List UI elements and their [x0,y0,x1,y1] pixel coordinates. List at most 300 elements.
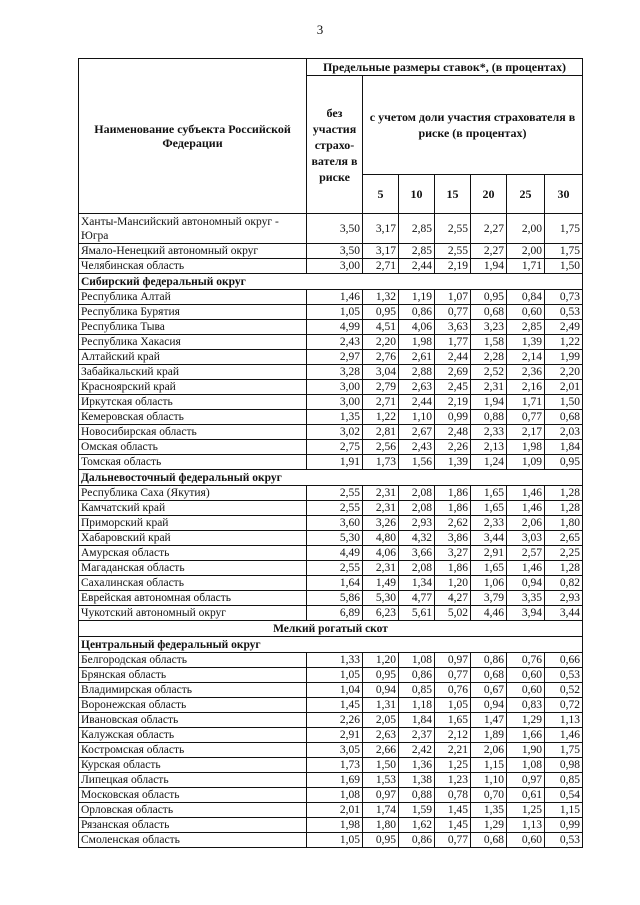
table-row [79,440,583,455]
rate-value-cell: 1,10 [471,773,507,788]
rate-value-cell: 2,01 [545,380,583,395]
rate-value-cell: 2,31 [363,501,399,516]
rate-value-cell: 1,65 [471,561,507,576]
rate-value-cell: 4,51 [363,320,399,335]
rate-value-cell: 1,46 [507,561,545,576]
rate-value-cell: 1,53 [363,773,399,788]
district-header-row [79,470,583,486]
rate-value-cell: 1,33 [307,653,363,668]
rate-value-cell: 1,80 [363,818,399,833]
rate-value-cell: 0,98 [545,758,583,773]
rate-value-cell: 0,84 [507,290,545,305]
rate-value-cell: 0,95 [363,833,399,848]
region-name-cell: Забайкальский край [79,365,307,380]
rate-value-cell: 0,95 [363,305,399,320]
district-name: Центральный федеральный округ [79,637,583,653]
rate-value-cell: 4,32 [399,531,435,546]
rate-value-cell: 1,59 [399,803,435,818]
rate-value-cell: 1,15 [545,803,583,818]
rate-value-cell: 3,66 [399,546,435,561]
rate-value-cell: 0,52 [545,683,583,698]
rate-value-cell: 2,48 [435,425,471,440]
rate-value-cell: 4,46 [471,606,507,621]
table-row [79,653,583,668]
rate-value-cell: 3,50 [307,244,363,259]
rate-value-cell: 2,67 [399,425,435,440]
table-row [79,410,583,425]
rate-value-cell: 1,46 [507,501,545,516]
rate-value-cell: 3,63 [435,320,471,335]
rate-value-cell: 3,00 [307,380,363,395]
percent-column-header: 15 [435,175,471,214]
rate-value-cell: 4,77 [399,591,435,606]
rate-value-cell: 1,65 [435,713,471,728]
rate-value-cell: 2,08 [399,501,435,516]
percent-column-header: 20 [471,175,507,214]
table-row [79,259,583,274]
rate-value-cell: 1,39 [507,335,545,350]
rate-value-cell: 1,86 [435,561,471,576]
rate-value-cell: 3,00 [307,395,363,410]
rate-value-cell: 1,75 [545,743,583,758]
region-name-cell: Хабаровский край [79,531,307,546]
rate-value-cell: 1,84 [399,713,435,728]
table-row [79,290,583,305]
rate-value-cell: 2,44 [399,259,435,274]
page-number: 3 [316,22,324,37]
rate-value-cell: 1,46 [545,728,583,743]
region-name-cell: Приморский край [79,516,307,531]
rate-value-cell: 0,66 [545,653,583,668]
percent-column-header: 5 [363,175,399,214]
rate-value-cell: 1,94 [471,395,507,410]
rate-value-cell: 1,98 [507,440,545,455]
rate-value-cell: 2,26 [307,713,363,728]
rate-value-cell: 2,65 [545,531,583,546]
rate-value-cell: 2,71 [363,259,399,274]
rate-value-cell: 0,86 [471,653,507,668]
rate-value-cell: 1,65 [471,486,507,501]
rate-value-cell: 2,79 [363,380,399,395]
rate-value-cell: 1,65 [471,501,507,516]
table-row [79,591,583,606]
rate-value-cell: 0,60 [507,305,545,320]
rate-value-cell: 1,34 [399,576,435,591]
rate-value-cell: 0,94 [363,683,399,698]
rate-value-cell: 1,25 [435,758,471,773]
rate-value-cell: 1,10 [399,410,435,425]
rate-value-cell: 2,52 [471,365,507,380]
rate-value-cell: 1,04 [307,683,363,698]
region-name-cell: Ханты-Мансийский автономный округ - Югра [79,214,307,244]
rate-value-cell: 2,62 [435,516,471,531]
rate-value-cell: 2,55 [435,214,471,244]
rate-value-cell: 1,46 [307,290,363,305]
rate-value-cell: 1,50 [363,758,399,773]
rate-value-cell: 1,47 [471,713,507,728]
rate-value-cell: 3,27 [435,546,471,561]
rate-value-cell: 5,30 [307,531,363,546]
rate-value-cell: 0,78 [435,788,471,803]
table-row [79,818,583,833]
rate-value-cell: 0,86 [399,305,435,320]
region-name-cell: Калужская область [79,728,307,743]
rate-value-cell: 0,76 [435,683,471,698]
table-row [79,833,583,848]
region-name-cell: Республика Хакасия [79,335,307,350]
rate-value-cell: 0,68 [471,305,507,320]
rate-value-cell: 0,73 [545,290,583,305]
district-header-row [79,637,583,653]
rate-value-cell: 2,36 [507,365,545,380]
rate-value-cell: 4,06 [363,546,399,561]
table-row [79,683,583,698]
region-name-cell: Чукотский автономный округ [79,606,307,621]
rate-value-cell: 1,69 [307,773,363,788]
rate-value-cell: 1,19 [399,290,435,305]
rate-value-cell: 2,31 [363,561,399,576]
rate-value-cell: 2,85 [399,244,435,259]
rate-value-cell: 1,50 [545,395,583,410]
rate-value-cell: 1,80 [545,516,583,531]
rate-value-cell: 2,66 [363,743,399,758]
region-name-cell: Магаданская область [79,561,307,576]
rate-value-cell: 2,93 [399,516,435,531]
rate-value-cell: 5,02 [435,606,471,621]
rate-value-cell: 0,97 [507,773,545,788]
table-row [79,516,583,531]
region-name-cell: Челябинская область [79,259,307,274]
rate-value-cell: 0,97 [435,653,471,668]
rate-value-cell: 1,39 [435,455,471,470]
rate-value-cell: 3,94 [507,606,545,621]
region-name-cell: Республика Алтай [79,290,307,305]
percent-column-header: 10 [399,175,435,214]
rate-value-cell: 2,20 [545,365,583,380]
rate-value-cell: 4,99 [307,320,363,335]
rate-value-cell: 2,55 [435,244,471,259]
rate-value-cell: 3,35 [507,591,545,606]
region-name-cell: Сахалинская область [79,576,307,591]
rate-value-cell: 1,73 [363,455,399,470]
rate-value-cell: 1,08 [399,653,435,668]
rate-value-cell: 2,56 [363,440,399,455]
rate-value-cell: 2,33 [471,425,507,440]
rate-value-cell: 0,95 [545,455,583,470]
rate-value-cell: 6,89 [307,606,363,621]
rate-value-cell: 3,17 [363,244,399,259]
rate-value-cell: 1,58 [471,335,507,350]
rate-value-cell: 5,61 [399,606,435,621]
rate-value-cell: 1,46 [507,486,545,501]
rate-value-cell: 1,09 [507,455,545,470]
rate-value-cell: 2,93 [545,591,583,606]
region-name-cell: Владимирская область [79,683,307,698]
region-name-cell: Омская область [79,440,307,455]
rate-value-cell: 2,61 [399,350,435,365]
region-name-cell: Новосибирская область [79,425,307,440]
region-name-cell: Красноярский край [79,380,307,395]
rate-value-cell: 1,98 [307,818,363,833]
rate-value-cell: 0,85 [545,773,583,788]
rate-value-cell: 1,94 [471,259,507,274]
rate-value-cell: 0,53 [545,668,583,683]
rate-value-cell: 2,21 [435,743,471,758]
rate-value-cell: 1,28 [545,486,583,501]
rate-value-cell: 1,36 [399,758,435,773]
rate-value-cell: 0,54 [545,788,583,803]
rate-value-cell: 1,99 [545,350,583,365]
rate-value-cell: 2,06 [471,743,507,758]
rate-value-cell: 1,13 [507,818,545,833]
rate-value-cell: 2,91 [307,728,363,743]
rate-value-cell: 2,00 [507,214,545,244]
category-name: Мелкий рогатый скот [79,621,583,637]
rates-group-header: Предельные размеры ставок*, (в процентах) [307,59,583,76]
rate-value-cell: 3,02 [307,425,363,440]
rate-value-cell: 0,70 [471,788,507,803]
rate-value-cell: 2,55 [307,561,363,576]
rate-value-cell: 1,84 [545,440,583,455]
table-row [79,713,583,728]
rate-value-cell: 1,22 [545,335,583,350]
rate-value-cell: 1,05 [307,305,363,320]
rate-value-cell: 2,85 [399,214,435,244]
table-row [79,350,583,365]
rate-value-cell: 2,43 [307,335,363,350]
rate-value-cell: 2,69 [435,365,471,380]
region-name-cell: Республика Саха (Якутия) [79,486,307,501]
rate-value-cell: 1,28 [545,561,583,576]
region-name-cell: Иркутская область [79,395,307,410]
rate-value-cell: 1,62 [399,818,435,833]
rate-value-cell: 0,86 [399,833,435,848]
rate-value-cell: 0,77 [435,668,471,683]
rate-value-cell: 1,15 [471,758,507,773]
rate-value-cell: 3,44 [545,606,583,621]
rate-value-cell: 1,18 [399,698,435,713]
table-row [79,486,583,501]
rate-value-cell: 1,71 [507,395,545,410]
region-name-cell: Костромская область [79,743,307,758]
rate-value-cell: 3,28 [307,365,363,380]
table-row [79,320,583,335]
rate-value-cell: 1,77 [435,335,471,350]
rate-value-cell: 1,24 [471,455,507,470]
rate-value-cell: 0,99 [545,818,583,833]
rate-value-cell: 4,27 [435,591,471,606]
table-row [79,728,583,743]
rate-value-cell: 6,23 [363,606,399,621]
rate-value-cell: 0,72 [545,698,583,713]
rate-value-cell: 1,38 [399,773,435,788]
rate-value-cell: 1,29 [471,818,507,833]
rate-value-cell: 3,79 [471,591,507,606]
rate-value-cell: 2,85 [507,320,545,335]
rate-value-cell: 2,75 [307,440,363,455]
rate-value-cell: 4,49 [307,546,363,561]
livestock-category-row [79,621,583,637]
rate-value-cell: 2,31 [471,380,507,395]
region-name-cell: Амурская область [79,546,307,561]
rate-value-cell: 0,53 [545,833,583,848]
rate-value-cell: 0,94 [471,698,507,713]
rate-value-cell: 3,03 [507,531,545,546]
region-name-cell: Белгородская область [79,653,307,668]
region-name-cell: Смоленская область [79,833,307,848]
rate-value-cell: 0,88 [399,788,435,803]
rate-value-cell: 3,86 [435,531,471,546]
region-name-cell: Рязанская область [79,818,307,833]
rate-value-cell: 2,55 [307,486,363,501]
rate-value-cell: 0,95 [471,290,507,305]
rate-value-cell: 1,49 [363,576,399,591]
rate-value-cell: 1,90 [507,743,545,758]
table-row [79,561,583,576]
rate-value-cell: 0,86 [399,668,435,683]
rates-table [78,58,583,848]
rate-value-cell: 2,33 [471,516,507,531]
table-row [79,758,583,773]
rate-value-cell: 1,86 [435,486,471,501]
rate-value-cell: 4,80 [363,531,399,546]
table-row [79,214,583,244]
rate-value-cell: 0,77 [435,833,471,848]
rate-value-cell: 3,44 [471,531,507,546]
rate-value-cell: 3,17 [363,214,399,244]
table-row [79,305,583,320]
rate-value-cell: 0,97 [363,788,399,803]
district-name: Дальневосточный федеральный округ [79,470,583,486]
table-row [79,335,583,350]
region-name-cell: Московская область [79,788,307,803]
table-row [79,455,583,470]
region-name-cell: Алтайский край [79,350,307,365]
rate-value-cell: 0,60 [507,668,545,683]
region-name-cell: Кемеровская область [79,410,307,425]
rate-value-cell: 3,04 [363,365,399,380]
rate-value-cell: 1,45 [307,698,363,713]
rate-value-cell: 0,68 [471,833,507,848]
table-row [79,788,583,803]
rate-value-cell: 2,06 [507,516,545,531]
rate-value-cell: 3,00 [307,259,363,274]
rate-value-cell: 2,57 [507,546,545,561]
table-row [79,244,583,259]
table-row [79,698,583,713]
rate-value-cell: 0,88 [471,410,507,425]
rate-value-cell: 0,77 [507,410,545,425]
rate-value-cell: 2,63 [363,728,399,743]
region-name-cell: Ямало-Ненецкий автономный округ [79,244,307,259]
rate-value-cell: 2,49 [545,320,583,335]
region-name-cell: Камчатский край [79,501,307,516]
rate-value-cell: 1,05 [307,833,363,848]
rate-value-cell: 1,05 [307,668,363,683]
rate-value-cell: 1,71 [507,259,545,274]
rate-value-cell: 0,85 [399,683,435,698]
table-row [79,743,583,758]
rate-value-cell: 1,25 [507,803,545,818]
table-row [79,606,583,621]
table-row [79,803,583,818]
rate-value-cell: 2,45 [435,380,471,395]
rate-value-cell: 1,08 [507,758,545,773]
rate-value-cell: 1,35 [307,410,363,425]
table-row [79,380,583,395]
rate-value-cell: 2,43 [399,440,435,455]
rate-value-cell: 1,73 [307,758,363,773]
percent-column-header: 30 [545,175,583,214]
rate-value-cell: 5,30 [363,591,399,606]
table-row [79,668,583,683]
rate-value-cell: 1,50 [545,259,583,274]
rate-value-cell: 0,60 [507,833,545,848]
table-row [79,395,583,410]
region-name-cell: Томская область [79,455,307,470]
rate-value-cell: 1,45 [435,803,471,818]
rate-value-cell: 1,28 [545,501,583,516]
region-name-cell: Республика Бурятия [79,305,307,320]
table-body [79,214,583,848]
rate-value-cell: 1,29 [507,713,545,728]
rate-value-cell: 2,20 [363,335,399,350]
rate-value-cell: 2,37 [399,728,435,743]
rate-value-cell: 2,71 [363,395,399,410]
rate-value-cell: 1,56 [399,455,435,470]
rate-value-cell: 2,12 [435,728,471,743]
rate-value-cell: 1,75 [545,214,583,244]
rate-value-cell: 2,27 [471,214,507,244]
rate-value-cell: 2,25 [545,546,583,561]
rate-value-cell: 1,75 [545,244,583,259]
rate-value-cell: 0,94 [507,576,545,591]
rate-value-cell: 1,07 [435,290,471,305]
rate-value-cell: 2,13 [471,440,507,455]
district-name: Сибирский федеральный округ [79,274,583,290]
rate-value-cell: 2,27 [471,244,507,259]
rate-value-cell: 2,05 [363,713,399,728]
region-column-header: Наименование субъекта Российской Федерации [79,59,307,214]
rate-value-cell: 2,44 [435,350,471,365]
share-group-header: с учетом доли участия страхователя в риске (в процентах) [363,76,583,175]
region-name-cell: Курская область [79,758,307,773]
region-name-cell: Республика Тыва [79,320,307,335]
rate-value-cell: 1,23 [435,773,471,788]
rate-value-cell: 1,98 [399,335,435,350]
rate-value-cell: 5,86 [307,591,363,606]
table-row [79,546,583,561]
table-row [79,576,583,591]
rate-value-cell: 0,99 [435,410,471,425]
rate-value-cell: 1,22 [363,410,399,425]
region-name-cell: Еврейская автономная область [79,591,307,606]
rate-value-cell: 0,60 [507,683,545,698]
rate-value-cell: 3,26 [363,516,399,531]
rate-value-cell: 2,01 [307,803,363,818]
table-row [79,531,583,546]
rate-value-cell: 3,60 [307,516,363,531]
rate-value-cell: 2,42 [399,743,435,758]
rate-value-cell: 2,17 [507,425,545,440]
rate-value-cell: 0,76 [507,653,545,668]
rate-value-cell: 1,20 [363,653,399,668]
region-name-cell: Брянская область [79,668,307,683]
rate-value-cell: 2,28 [471,350,507,365]
rate-value-cell: 2,76 [363,350,399,365]
rate-value-cell: 1,74 [363,803,399,818]
rate-value-cell: 2,63 [399,380,435,395]
